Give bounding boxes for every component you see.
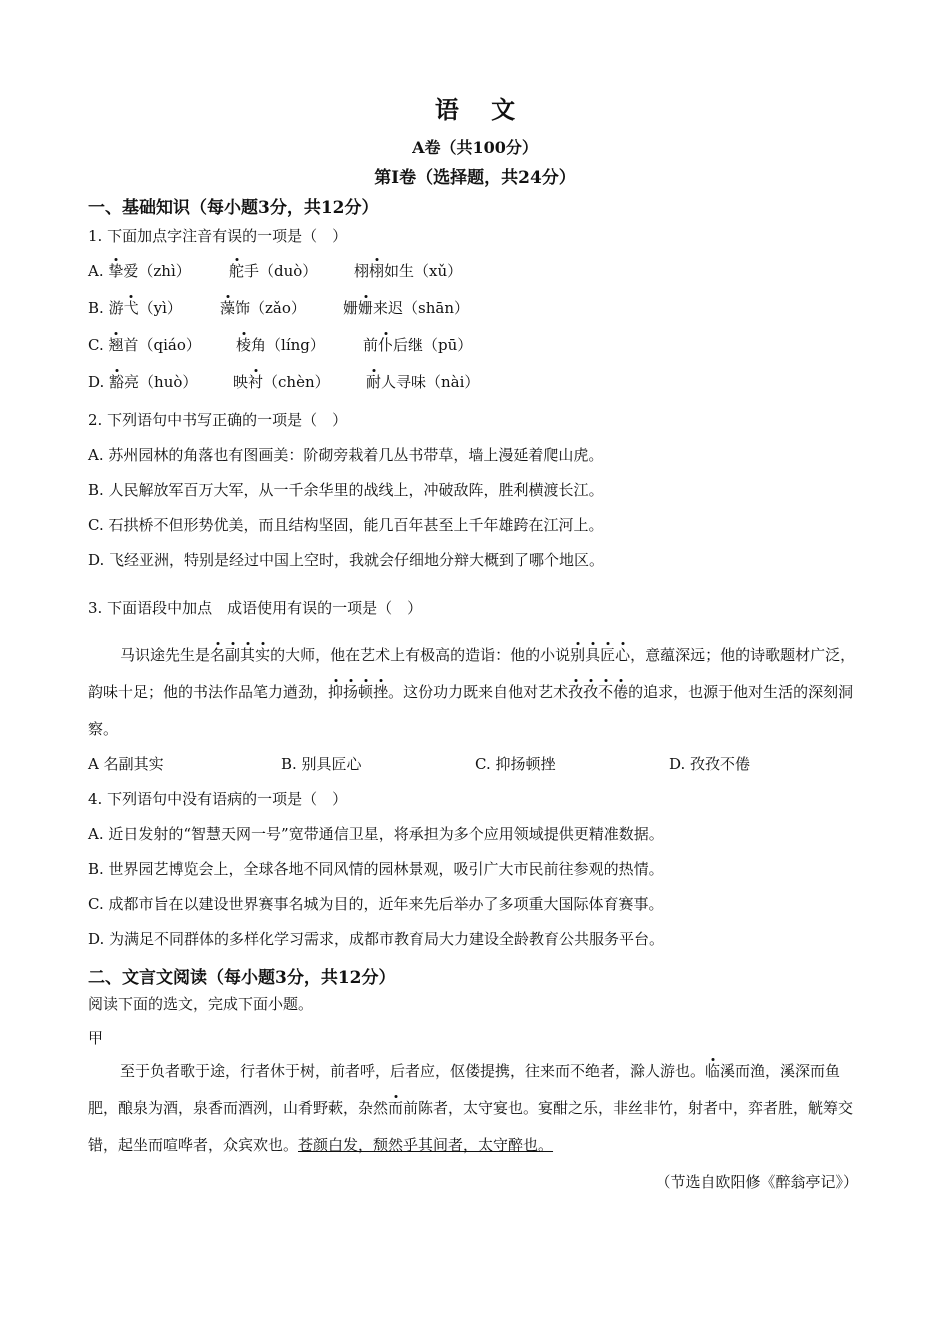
q1-b-item3: 姗姗来迟（shān） (343, 299, 469, 317)
dotted-char: 孜 (583, 683, 599, 701)
dotted-char: 其 (240, 646, 256, 664)
dotted-char: 实 (255, 646, 271, 664)
dotted-char: 孜 (568, 683, 584, 701)
q3-option-a: A 名副其实 (88, 755, 164, 773)
q1-a-item1-rest: 爱（zhì） (123, 262, 191, 280)
page-title: 语 文 (434, 95, 528, 124)
q1-c-item3: 前仆后继（pū） (363, 336, 473, 354)
dotted-char: 挚 (108, 262, 124, 280)
q2-option-c: C. 石拱桥不但形势优美，而且结构坚固，能几百年甚至上千年雄跨在江河上。 (88, 516, 604, 534)
q2-option-a: A. 苏州园林的角落也有图画美：阶砌旁栽着几丛书带草，墙上漫延着爬山虎。 (88, 446, 604, 464)
dotted-char: 具 (585, 646, 601, 664)
dotted-char-lin: 临 (705, 1062, 721, 1080)
q2-stem: 2. 下列语句中书写正确的一项是（ ） (88, 411, 348, 429)
q3-option-c: C. 抑扬顿挫 (475, 755, 556, 773)
dotted-char: 挫 (373, 683, 389, 701)
q3-stem: 3. 下面语段中加点 成语使用有误的一项是（ ） (88, 599, 423, 617)
part-one-heading: 第Ⅰ卷（选择题，共24分） (374, 168, 576, 188)
dotted-char: 扬 (343, 683, 359, 701)
q1-a-item3: 栩栩如生（xǔ） (354, 262, 463, 280)
section1-heading: 一、基础知识（每小题3分，共12分） (88, 198, 379, 218)
idiom-4 (568, 683, 628, 701)
dotted-char: 顿 (358, 683, 374, 701)
q4-option-c: C. 成都市旨在以建设世界赛事名城为目的，近年来先后举办了多项重大国际体育赛事。 (88, 895, 664, 913)
dotted-char: 名 (210, 646, 226, 664)
classical-passage: 至于负者歌于途，行者休于树，前者呼，后者应，伛偻提携，往来而不绝者，滁人游也。临溪而渔，溪深而鱼肥，酿泉为酒，泉香而酒洌，山肴野蔌，杂然而前陈者，太守宴也。宴酣之乐，非丝非竹，射者中，弈者胜，觥筹交错，起坐而喧哗者，众宾欢也。苍颜白发，颓然乎其间者，太守醉也。 (88, 1062, 854, 1154)
q1-option-a: A. 挚爱（zhì） (88, 262, 191, 280)
section2-instruction: 阅读下面的选文，完成下面小题。 (88, 995, 314, 1013)
dotted-char: 匠 (600, 646, 616, 664)
q4-option-a: A. 近日发射的“智慧天网一号”宽带通信卫星，将承担为多个应用领域提供更精准数据。 (88, 825, 664, 843)
q1-option-d: D. 豁亮（huò） (88, 373, 198, 391)
q1-d-item2: 映衬（chèn） (233, 373, 330, 391)
q1-option-c: C. 翘首（qiáo） (88, 336, 201, 354)
q1-stem: 1. 下面加点字注音有误的一项是（ ） (88, 227, 348, 245)
q4-option-b: B. 世界园艺博览会上，全球各地不同风情的园林景观，吸引广大市民前往参观的热情。 (88, 860, 664, 878)
q4-option-d: D. 为满足不同群体的多样化学习需求，成都市教育局大力建设全龄教育公共服务平台。 (88, 930, 665, 948)
idiom-2 (570, 646, 630, 664)
q2-option-b: B. 人民解放军百万大军，从一千余华里的战线上，冲破敌阵，胜利横渡长江。 (88, 481, 604, 499)
q3-passage: 马识途先生是名副其实的大师，他在艺术上有极高的造诣：他的小说别具匠心，意蕴深远；他的诗歌题材广泛，韵味十足；他的书法作品笔力遒劲，抑扬顿挫。这份功力既来自他对艺术孜孜不倦的追求，也源于他对生活的深刻洞察。 (88, 646, 856, 738)
q1-c-item2: 棱角（líng） (236, 336, 325, 354)
underlined-sentence: 苍颜白发，颓然乎其间者，太守醉也。 (298, 1136, 554, 1154)
dotted-char: 心 (615, 646, 631, 664)
q1-d-item3: 耐人寻味（nài） (366, 373, 480, 391)
dotted-char: 副 (225, 646, 241, 664)
dotted-char: 不 (598, 683, 614, 701)
passage-label: 甲 (88, 1029, 104, 1047)
dotted-char-er: 而 (388, 1099, 404, 1117)
section2-heading: 二、文言文阅读（每小题3分，共12分） (88, 968, 396, 988)
dotted-char: 倦 (613, 683, 629, 701)
q2-option-d: D. 飞经亚洲，特别是经过中国上空时，我就会仔细地分辩大概到了哪个地区。 (88, 551, 605, 569)
dotted-char: 别 (570, 646, 586, 664)
q1-b-item2: 藻饰（zǎo） (220, 299, 306, 317)
q3-option-d: D. 孜孜不倦 (669, 755, 751, 773)
dotted-char: 抑 (328, 683, 344, 701)
passage-source: （节选自欧阳修《醉翁亭记》） (655, 1173, 858, 1191)
idiom-1 (210, 646, 270, 664)
volume-a-heading: A卷（共100分） (412, 138, 538, 157)
q4-stem: 4. 下列语句中没有语病的一项是（ ） (88, 790, 348, 808)
idiom-3 (328, 683, 388, 701)
q3-option-b: B. 别具匠心 (281, 755, 362, 773)
q1-a-item2: 舵手（duò） (229, 262, 318, 280)
q1-option-b: B. 游弋（yì） (88, 299, 182, 317)
